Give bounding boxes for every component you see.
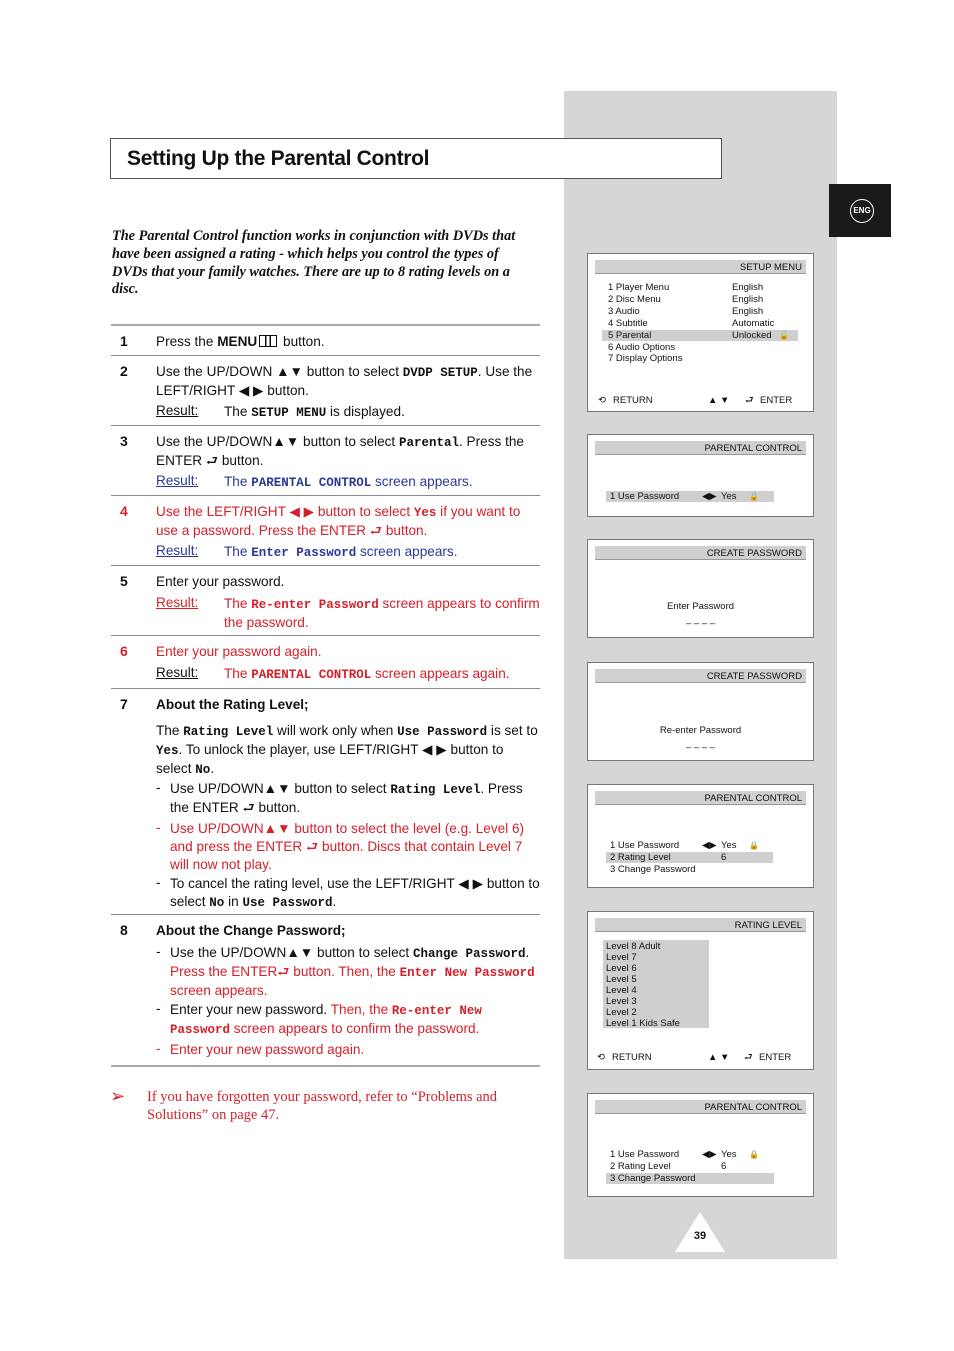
menu-item: 3 Audio: [608, 306, 640, 317]
divider: [111, 1065, 540, 1067]
screen-create-password: [587, 539, 814, 638]
step-4-number: 4: [120, 503, 128, 519]
password-dashes: – – – –: [685, 742, 716, 753]
screen-rating-level: [587, 911, 814, 1070]
page-number: 39: [693, 1230, 707, 1242]
step-5-number: 5: [120, 573, 128, 589]
language-tab: [829, 184, 891, 237]
screen-title: SETUP MENU: [595, 260, 806, 274]
intro-paragraph: The Parental Control function works in conjunction with DVDs that have been assigned a rating - which helps you control the types of DVDs that your family watches. There are up to 8 rating levels on a disc.: [112, 228, 516, 298]
prompt-label: Enter Password: [666, 601, 735, 612]
enter-label: ENTER: [760, 395, 793, 406]
menu-value: English: [732, 294, 764, 305]
prompt-label: Re-enter Password: [659, 725, 742, 736]
level-item: Level 3: [606, 996, 637, 1007]
up-down-icon: ▲ ▼: [708, 1052, 730, 1063]
step-6-text: Enter your password again.: [156, 644, 322, 659]
unlock-icon: 🔓: [779, 331, 789, 340]
step-1-number: 1: [120, 333, 128, 349]
menu-item: 6 Audio Options: [608, 342, 676, 353]
level-item: Level 1 Kids Safe: [606, 1018, 680, 1029]
return-label: RETURN: [612, 1052, 652, 1063]
step-4-result-text: The Enter Password screen appears.: [224, 544, 458, 560]
level-item: Level 6: [606, 963, 637, 974]
step-7-bullet-3: To cancel the rating level, use the LEFT/RIGHT ◀ ▶ button to select No in Use Password.: [170, 876, 540, 910]
level-item: Level 4: [606, 985, 637, 996]
menu-item: 1 Player Menu: [608, 282, 670, 293]
bullet-dash: -: [156, 780, 161, 795]
menu-item: 3 Change Password: [610, 864, 696, 875]
note-text: If you have forgotten your password, refer to “Problems and Solutions” on page 47.: [147, 1089, 498, 1123]
screen-title: CREATE PASSWORD: [595, 669, 806, 683]
menu-item: 1 Use Password: [610, 491, 680, 502]
step-3-result-label: Result:: [156, 473, 199, 488]
step-3-result-text: The PARENTAL CONTROL screen appears.: [224, 474, 473, 490]
bullet-dash: -: [156, 944, 161, 959]
step-2-result-text: The SETUP MENU is displayed.: [224, 404, 405, 420]
step-5-result-label: Result:: [156, 595, 199, 610]
bullet-dash: -: [156, 1041, 161, 1056]
screen-title: RATING LEVEL: [595, 918, 806, 932]
page-title: Setting Up the Parental Control: [127, 147, 430, 170]
step-8-number: 8: [120, 922, 128, 938]
up-down-icon: ▲ ▼: [708, 395, 730, 406]
return-icon: ⟲: [597, 1052, 605, 1063]
screen-parental-control-change: [587, 1093, 814, 1197]
menu-item: 5 Parental: [608, 330, 652, 341]
menu-item: 1 Use Password: [610, 1149, 680, 1160]
divider: [111, 635, 540, 636]
step-6-result-text: The PARENTAL CONTROL screen appears again.: [224, 666, 510, 682]
return-icon: ⟲: [598, 395, 606, 406]
screen-title: PARENTAL CONTROL: [595, 1100, 806, 1114]
enter-icon: ⮐: [745, 395, 754, 406]
menu-item: 4 Subtitle: [608, 318, 648, 329]
menu-item: 7 Display Options: [608, 353, 683, 364]
return-label: RETURN: [613, 395, 653, 406]
password-dashes: – – – –: [685, 618, 716, 629]
bullet-dash: -: [156, 820, 161, 835]
language-badge: ENG: [850, 199, 874, 223]
divider: [111, 914, 540, 915]
step-7-heading: About the Rating Level;: [156, 697, 309, 712]
left-right-icon: ◀▶: [702, 1149, 717, 1160]
divider: [111, 355, 540, 356]
left-right-icon: ◀▶: [702, 491, 717, 502]
level-item: Level 7: [606, 952, 637, 963]
menu-value: English: [732, 306, 764, 317]
menu-item: 2 Disc Menu: [608, 294, 661, 305]
step-8-heading: About the Change Password;: [156, 923, 346, 938]
step-7-bullet-2: Use UP/DOWN▲▼ button to select the level (e.g. Level 6) and press the ENTER ⮐ button. Discs that contain Level 7 will now not play.: [170, 821, 525, 872]
menu-item: 1 Use Password: [610, 840, 680, 851]
screen-title: PARENTAL CONTROL: [595, 791, 806, 805]
level-item: Level 2: [606, 1007, 637, 1018]
step-5-text: Enter your password.: [156, 574, 285, 589]
menu-value: Unlocked: [732, 330, 772, 341]
enter-icon: ⮐: [744, 1052, 753, 1063]
bullet-dash: -: [156, 875, 161, 890]
step-3-number: 3: [120, 433, 128, 449]
screen-title: PARENTAL CONTROL: [595, 441, 806, 455]
menu-item: 2 Rating Level: [610, 852, 671, 863]
divider: [111, 324, 540, 326]
step-3-text: Use the UP/DOWN▲▼ button to select Parental. Press the ENTER ⮐ button.: [156, 434, 524, 468]
level-item: Level 8 Adult: [606, 941, 661, 952]
divider: [111, 565, 540, 566]
menu-value: Yes: [721, 491, 737, 502]
divider: [111, 425, 540, 426]
menu-item: 2 Rating Level: [610, 1161, 671, 1172]
bullet-dash: -: [156, 1001, 161, 1016]
menu-value: English: [732, 282, 764, 293]
screen-setup-menu: [587, 253, 814, 412]
menu-value: 6: [721, 1161, 727, 1172]
left-right-icon: ◀▶: [702, 840, 717, 851]
step-5-result-text: The Re-enter Password screen appears to confirm the password.: [224, 596, 540, 630]
lock-icon: 🔒: [749, 841, 759, 850]
step-8-bullet-2: Enter your new password. Then, the Re-enter New Password screen appears to confirm the password.: [170, 1002, 482, 1037]
divider: [111, 688, 540, 689]
step-6-result-label: Result:: [156, 665, 199, 680]
menu-value: Yes: [721, 840, 737, 851]
screen-parental-control-rating: [587, 784, 814, 888]
menu-value: 6: [721, 852, 727, 863]
menu-item: 3 Change Password: [610, 1173, 696, 1184]
menu-value: Automatic: [732, 318, 775, 329]
step-7-paragraph: The Rating Level will work only when Use Password is set to Yes. To unlock the player, use LEFT/RIGHT ◀ ▶ button to select No.: [156, 723, 538, 777]
step-4-result-label: Result:: [156, 543, 199, 558]
note-arrow-icon: ➢: [110, 1086, 126, 1106]
step-8-bullet-3: Enter your new password again.: [170, 1042, 365, 1057]
step-2-text: Use the UP/DOWN ▲▼ button to select DVDP SETUP. Use the LEFT/RIGHT ◀ ▶ button.: [156, 364, 533, 398]
lock-icon: 🔒: [749, 492, 759, 501]
screen-parental-control: [587, 434, 814, 517]
step-1-text: Press the MENU button.: [156, 334, 325, 349]
step-2-result-label: Result:: [156, 403, 199, 418]
step-7-bullet-1: Use UP/DOWN▲▼ button to select Rating Level. Press the ENTER ⮐ button.: [170, 781, 523, 815]
screen-title: CREATE PASSWORD: [595, 546, 806, 560]
step-4-text: Use the LEFT/RIGHT ◀ ▶ button to select Yes if you want to use a password. Press the ENTER ⮐ button.: [156, 504, 521, 538]
step-6-number: 6: [120, 643, 128, 659]
step-7-number: 7: [120, 696, 128, 712]
step-8-bullet-1: Use the UP/DOWN▲▼ button to select Change Password. Press the ENTER⮐ button. Then, the Enter New Password screen appears.: [170, 945, 535, 998]
enter-label: ENTER: [759, 1052, 792, 1063]
menu-icon: [259, 335, 277, 347]
divider: [111, 495, 540, 496]
lock-icon: 🔒: [749, 1150, 759, 1159]
menu-value: Yes: [721, 1149, 737, 1160]
screen-reenter-password: [587, 662, 814, 761]
level-item: Level 5: [606, 974, 637, 985]
step-2-number: 2: [120, 363, 128, 379]
title-box: [110, 138, 722, 179]
